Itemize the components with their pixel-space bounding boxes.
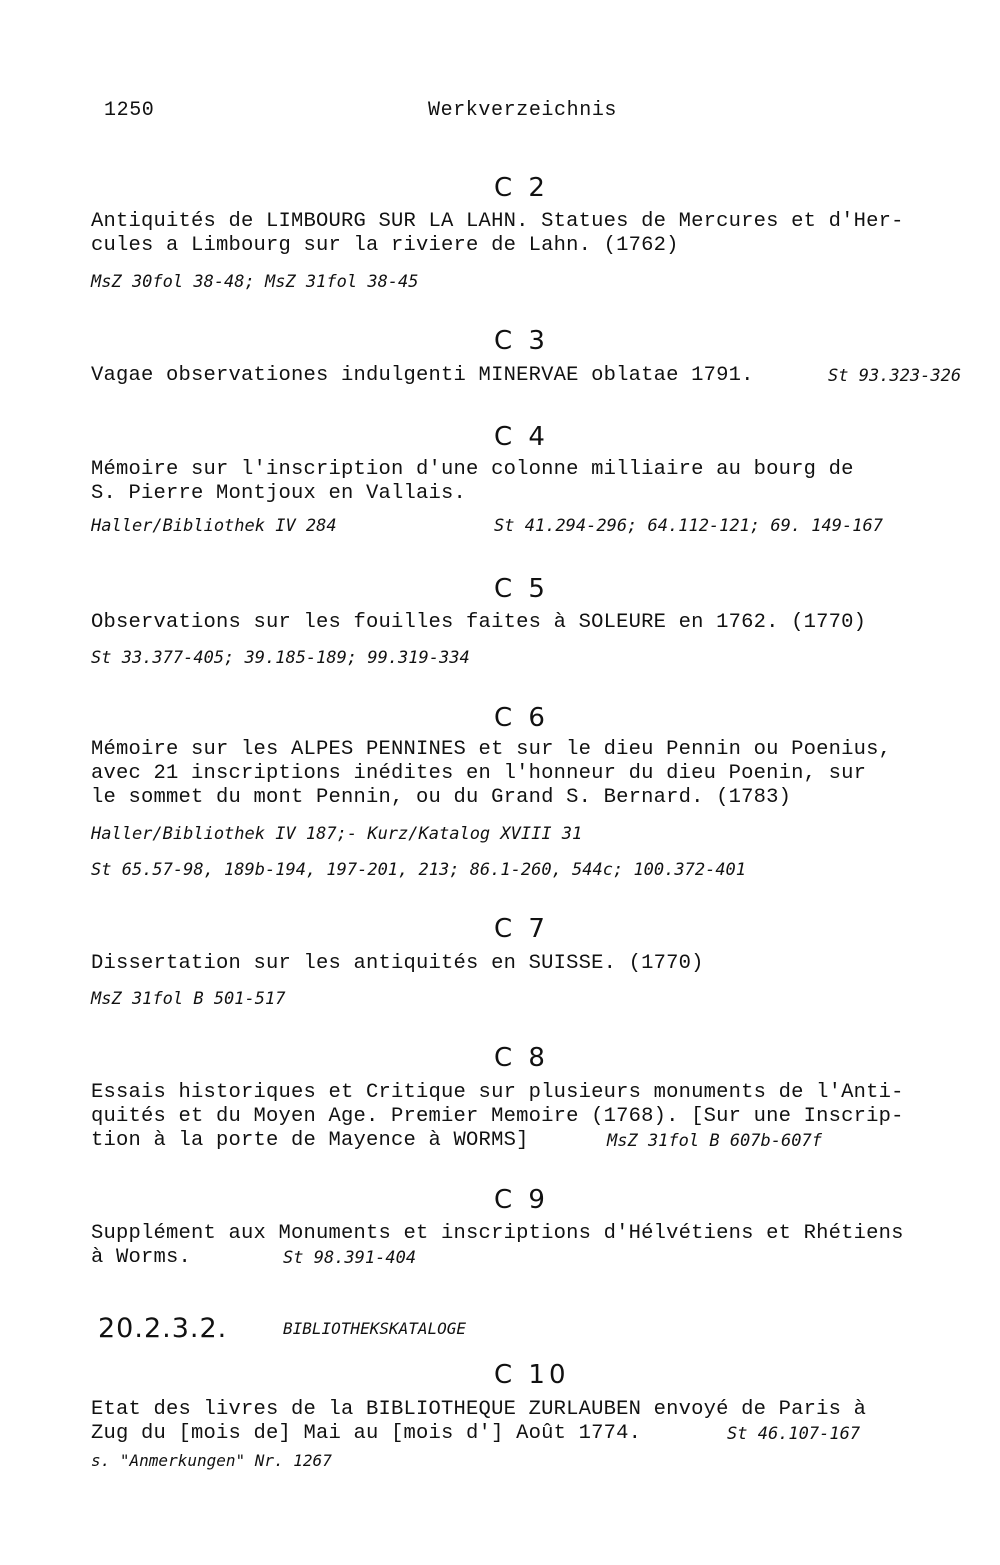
entry-c9-ref: St 98.391-404: [283, 1248, 417, 1268]
entry-c8-line-2: quités et du Moyen Age. Premier Memoire (1768). [Sur une Inscrip-: [91, 1105, 904, 1128]
entry-c9-line-1: Supplément aux Monuments et inscriptions d'Hélvétiens et Rhétiens: [91, 1222, 904, 1245]
entry-c5-line-1: Observations sur les fouilles faites à SOLEURE en 1762. (1770): [91, 611, 867, 634]
entry-code-c3: C 3: [494, 326, 549, 356]
entry-code-c4: C 4: [494, 422, 549, 452]
entry-c6-ref-2: St 65.57-98, 189b-194, 197-201, 213; 86.1-260, 544c; 100.372-401: [91, 860, 747, 880]
entry-c8-ref: MsZ 31fol B 607b-607f: [607, 1131, 822, 1151]
entry-c6-ref-1: Haller/Bibliothek IV 187;- Kurz/Katalog XVIII 31: [91, 824, 583, 844]
entry-c3-line-1: Vagae observationes indulgenti MINERVAE oblatae 1791.: [91, 364, 754, 387]
entry-c5-ref: St 33.377-405; 39.185-189; 99.319-334: [91, 648, 470, 668]
entry-c4-line-1: Mémoire sur l'inscription d'une colonne milliaire au bourg de: [91, 458, 854, 481]
entry-c8-line-3: tion à la porte de Mayence à WORMS]: [91, 1129, 529, 1152]
entry-c8-line-1: Essais historiques et Critique sur plusieurs monuments de l'Anti-: [91, 1081, 904, 1104]
entry-c10-ref: St 46.107-167: [727, 1424, 861, 1444]
section-number: 20.2.3.2.: [98, 1313, 228, 1344]
entry-c7-ref: MsZ 31fol B 501-517: [91, 989, 286, 1009]
entry-c9-line-2: à Worms.: [91, 1246, 192, 1269]
entry-c3-ref: St 93.323-326: [828, 366, 962, 386]
entry-code-c2: C 2: [494, 173, 549, 203]
entry-code-c8: C 8: [494, 1043, 549, 1073]
running-title: Werkverzeichnis: [428, 99, 618, 122]
page-number: 1250: [104, 99, 155, 122]
entry-c4-line-2: S. Pierre Montjoux en Vallais.: [91, 482, 467, 505]
entry-c10-line-2: Zug du [mois de] Mai au [mois d'] Août 1774.: [91, 1422, 642, 1445]
entry-code-c6: C 6: [494, 703, 549, 733]
entry-c2-line-1: Antiquités de LIMBOURG SUR LA LAHN. Statues de Mercures et d'Her-: [91, 210, 904, 233]
entry-c7-line-1: Dissertation sur les antiquités en SUISSE. (1770): [91, 952, 704, 975]
entry-code-c10: C 10: [494, 1360, 570, 1390]
entry-code-c9: C 9: [494, 1185, 549, 1215]
entry-c2-line-2: cules a Limbourg sur la riviere de Lahn. (1762): [91, 234, 679, 257]
entry-c4-ref-left: Haller/Bibliothek IV 284: [91, 516, 337, 536]
entry-c2-ref: MsZ 30fol 38-48; MsZ 31fol 38-45: [91, 272, 419, 292]
entry-c6-line-3: le sommet du mont Pennin, ou du Grand S. Bernard. (1783): [91, 786, 792, 809]
section-title: BIBLIOTHEKSKATALOGE: [283, 1319, 467, 1338]
entry-c6-line-1: Mémoire sur les ALPES PENNINES et sur le dieu Pennin ou Poenius,: [91, 738, 892, 761]
entry-c4-ref-right: St 41.294-296; 64.112-121; 69. 149-167: [494, 516, 883, 536]
entry-c10-note: s. "Anmerkungen" Nr. 1267: [91, 1451, 332, 1470]
entry-code-c7: C 7: [494, 914, 549, 944]
entry-code-c5: C 5: [494, 574, 549, 604]
entry-c10-line-1: Etat des livres de la BIBLIOTHEQUE ZURLAUBEN envoyé de Paris à: [91, 1398, 867, 1421]
entry-c6-line-2: avec 21 inscriptions inédites en l'honneur du dieu Poenin, sur: [91, 762, 867, 785]
